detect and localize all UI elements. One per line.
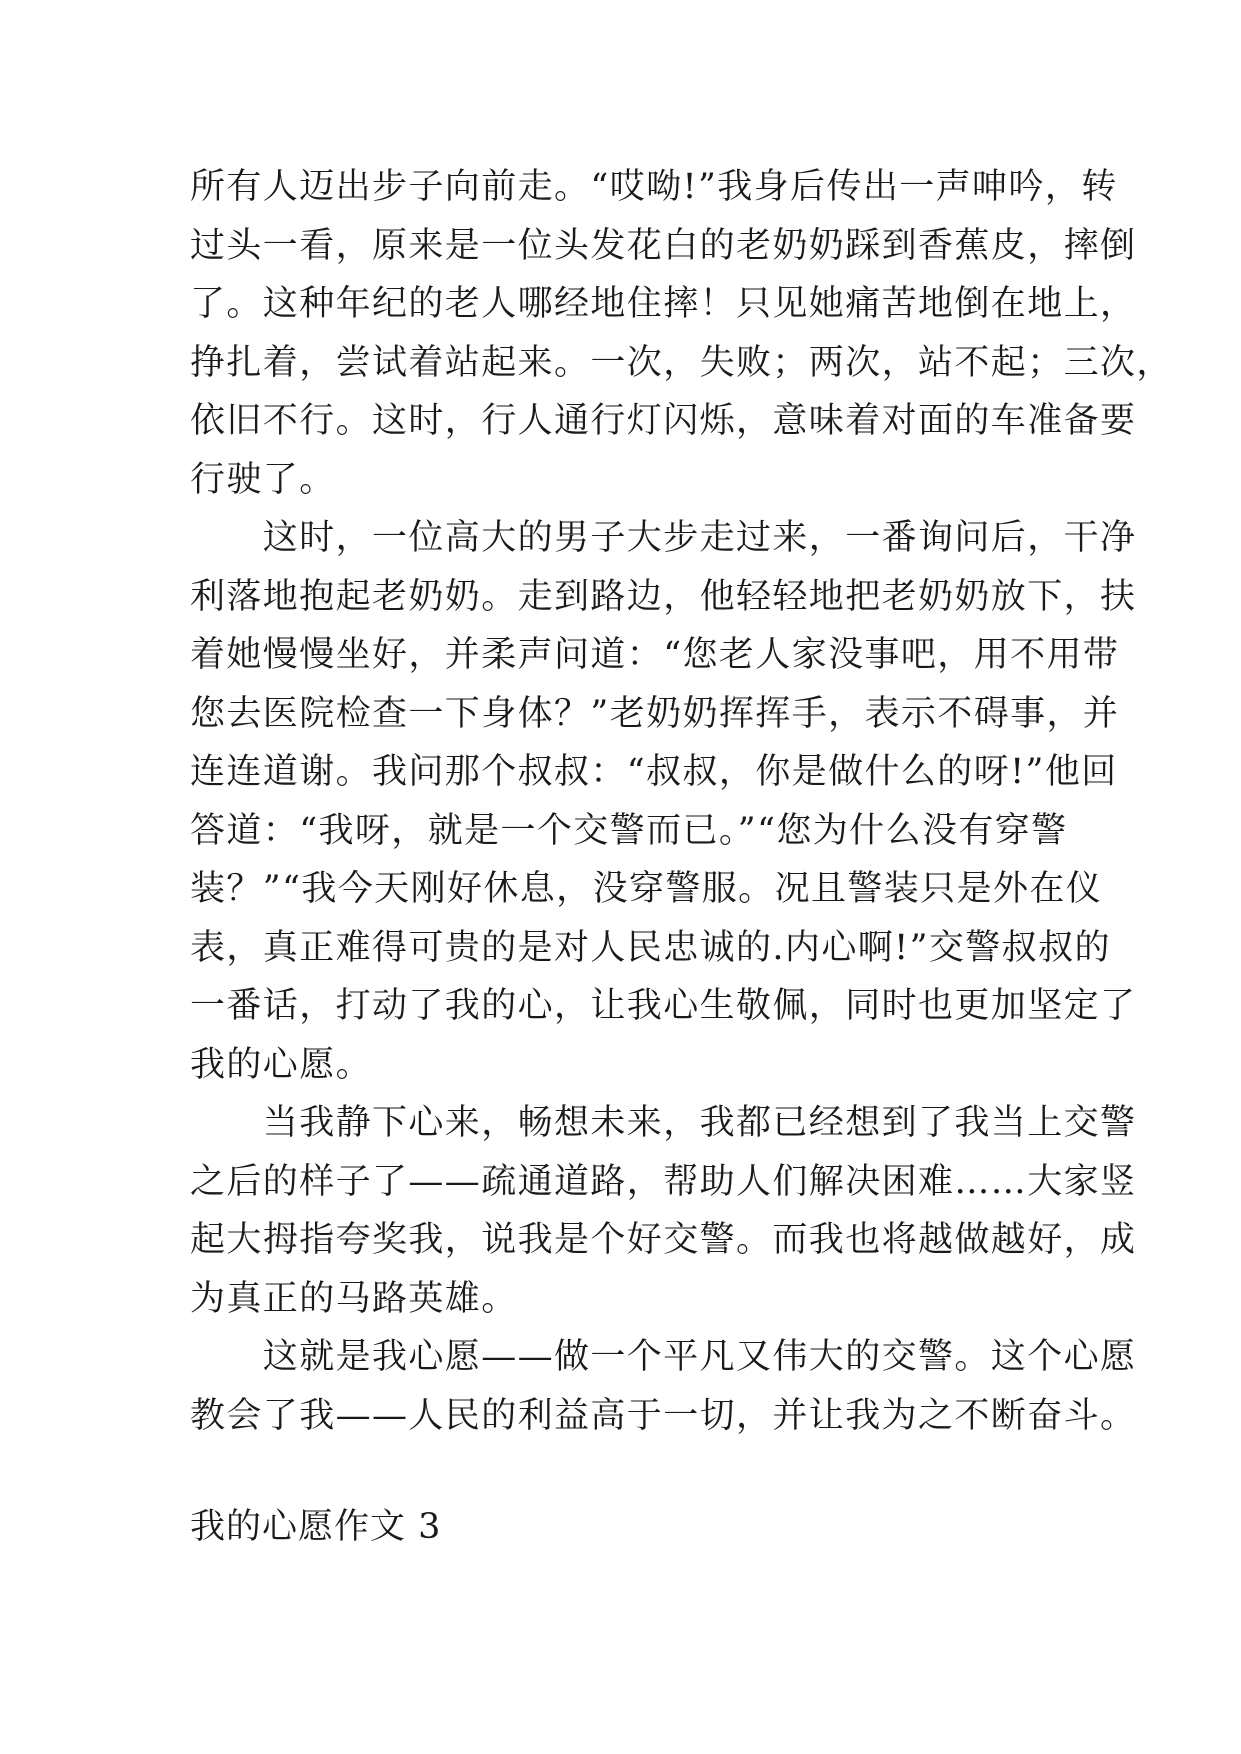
text-line: 答道：“我呀，就是一个交警而已。”“您为什么没有穿警 [190, 810, 1068, 851]
text-line: 表，真正难得可贵的是对人民忠诚的.内心啊!”交警叔叔的 [190, 927, 1111, 968]
paragraph-4 [190, 1328, 1137, 1445]
paragraph-2 [190, 509, 1137, 1094]
text-line: 利落地抱起老奶奶。走到路边，他轻轻地把老奶奶放下，扶 [190, 576, 1137, 617]
text-line: 之后的样子了——疏通道路，帮助人们解决困难……大家竖 [190, 1161, 1137, 1202]
text-line: 连连道谢。我问那个叔叔：“叔叔，你是做什么的呀!”他回 [190, 752, 1118, 792]
document-body [190, 158, 1173, 1445]
text-line: 为真正的马路英雄。 [190, 1278, 518, 1319]
text-line: 起大拇指夸奖我，说我是个好交警。而我也将越做越好，成 [190, 1220, 1137, 1260]
text-line: 挣扎着，尝试着站起来。一次，失败；两次，站不起；三次， [190, 342, 1173, 383]
paragraph-3 [190, 1094, 1137, 1328]
text-line: 这时，一位高大的男子大步走过来，一番询问后，干净 [190, 518, 1137, 558]
text-line: 一番话，打动了我的心，让我心生敬佩，同时也更加坚定了 [190, 986, 1137, 1026]
text-line: 过头一看，原来是一位头发花白的老奶奶踩到香蕉皮，摔倒 [190, 225, 1137, 266]
text-line: 行驶了。 [190, 459, 336, 500]
paragraph-1 [190, 158, 1173, 509]
text-line: 这就是我心愿——做一个平凡又伟大的交警。这个心愿 [190, 1337, 1137, 1377]
text-line: 着她慢慢坐好，并柔声问道：“您老人家没事吧，用不用带 [190, 635, 1120, 675]
text-line: 依旧不行。这时，行人通行灯闪烁，意味着对面的车准备要 [190, 401, 1137, 441]
text-line: 您去医院检查一下身体？”老奶奶挥挥手，表示不碍事，并 [190, 693, 1120, 734]
text-line: 装？”“我今天刚好休息，没穿警服。况且警装只是外在仪 [190, 869, 1103, 909]
section-heading: 我的心愿作文 3 [190, 1507, 442, 1547]
text-line: 了。这种年纪的老人哪经地住摔！只见她痛苦地倒在地上， [190, 284, 1137, 324]
text-line: 教会了我——人民的利益高于一切，并让我为之不断奋斗。 [190, 1395, 1137, 1436]
text-line: 当我静下心来，畅想未来，我都已经想到了我当上交警 [190, 1103, 1137, 1143]
text-line: 我的心愿。 [190, 1044, 373, 1085]
text-line: 所有人迈出步子向前走。“哎呦!”我身后传出一声呻吟，转 [190, 167, 1118, 207]
